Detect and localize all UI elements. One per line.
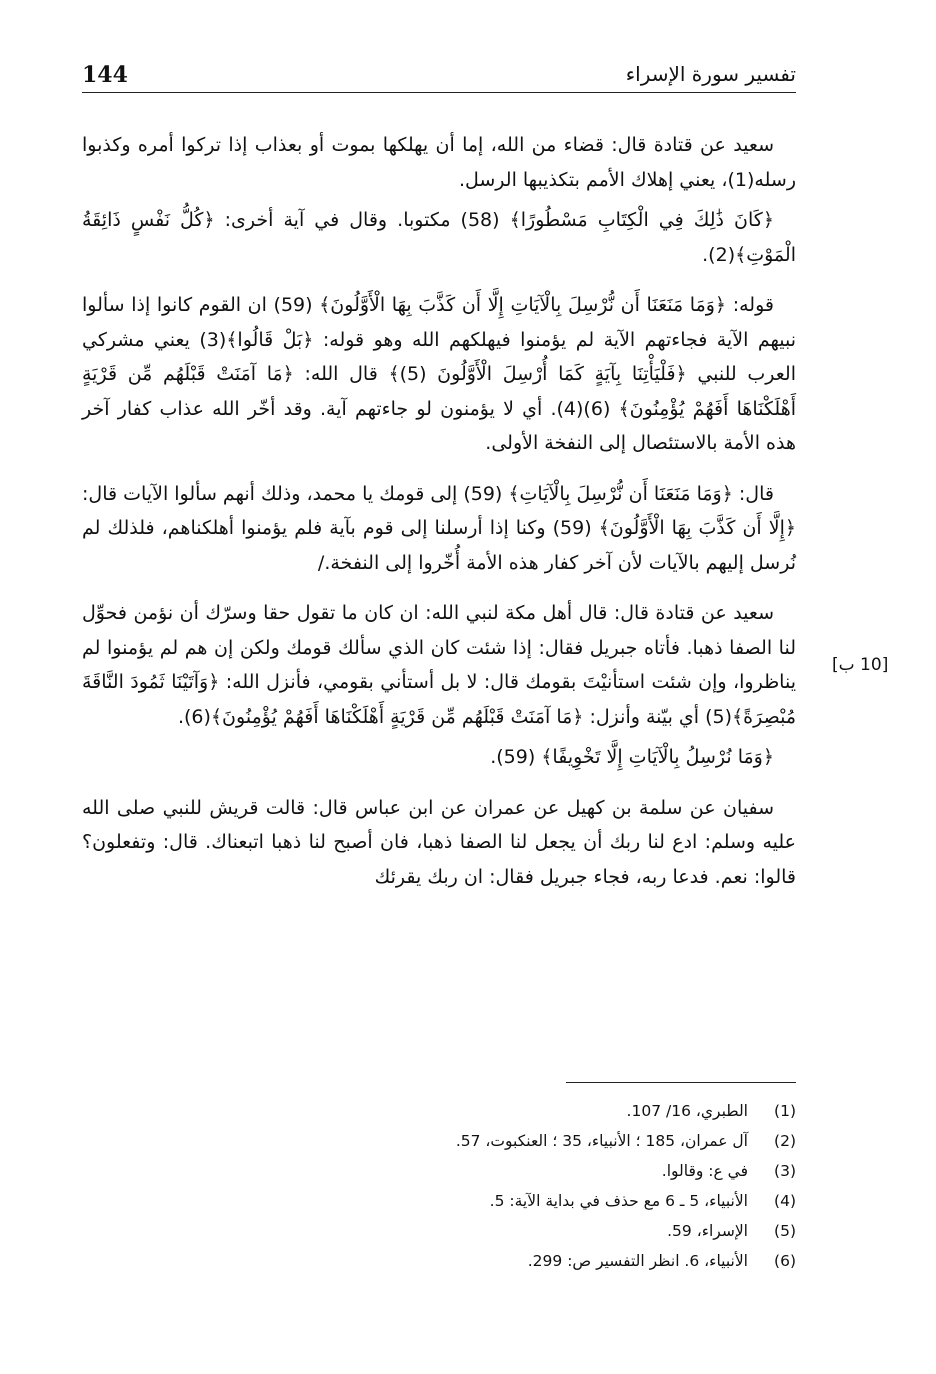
paragraph-5: سعيد عن قتادة قال: قال أهل مكة لنبي الله: ان كان ما تقول حقا وسرّك أن نؤمن فحوِّل لنا الصفا ذهبا. فأتاه جبريل فقال: إذا شئت كان الذي سألك قومك ولكن إن هم لم يؤمنوا لم يناظروا، وإن شئت استأنيْتَ بقومك قال: لا بل أستأني بقومي، فأنزل الله: ﴿وَآتَيْنَا ثَمُودَ النَّاقَةَ مُبْصِرَةً﴾(5) أي بيّنة وأنزل: ﴿مَا آمَنَتْ قَبْلَهُم مِّن قَرْيَةٍ أَهْلَكْنَاهَا أَفَهُمْ يُؤْمِنُونَ﴾(6). (82, 602, 796, 728)
paragraph-1: سعيد عن قتادة قال: قضاء من الله، إما أن يهلكها بموت أو بعذاب إذا تركوا أمره وكذبوا رسله(1)، يعني إهلاك الأمم بتكذيبها الرسل. (82, 134, 796, 191)
footnote-number: (2) (774, 1132, 796, 1150)
paragraph-2: ﴿كَانَ ذَٰلِكَ فِي الْكِتَابِ مَسْطُورًا﴾ (58) مكتوبا. وقال في آية أخرى: ﴿كُلُّ نَفْسٍ ذَائِقَةُ الْمَوْتِ﴾(2). (82, 209, 796, 266)
footnote-item (82, 1096, 796, 1126)
manuscript-folio-note: [10 ب] (832, 655, 889, 675)
footnote-item (82, 1216, 796, 1246)
footnote-item (82, 1186, 796, 1216)
page-number: 144 (82, 62, 128, 88)
paragraph-7: سفيان عن سلمة بن كهيل عن عمران عن ابن عباس قال: قالت قريش للنبي صلى الله عليه وسلم: ادع لنا ربك أن يجعل لنا الصفا ذهبا، فان أصبح لنا ذهبا اتبعناك. قال: وتفعلون؟ قالوا: نعم. فدعا ربه، فجاء جبريل فقال: ان ربك يقرئك (82, 796, 796, 888)
footnote-text: الأنبياء، 6. انظر التفسير ص: 299. (527, 1252, 748, 1270)
paragraph-6: ﴿وَمَا نُرْسِلُ بِالْآيَاتِ إِلَّا تَخْوِيفًا﴾ (59). (490, 746, 774, 768)
footnote-number: (5) (774, 1222, 796, 1240)
footnote-number: (1) (774, 1102, 796, 1120)
paragraph-3: قوله: ﴿وَمَا مَنَعَنَا أَن نُّرْسِلَ بِالْآيَاتِ إِلَّا أَن كَذَّبَ بِهَا الْأَوَّلُونَ﴾ (59) ان القوم كانوا إذا سألوا نبيهم الآية فجاءتهم الآية لم يؤمنوا فيهلكهم الله وهو قوله: ﴿بَلْ قَالُوا﴾(3) يعني مشركي العرب للنبي ﴿فَلْيَأْتِنَا بِآيَةٍ كَمَا أُرْسِلَ الْأَوَّلُونَ (5)﴾ قال الله: ﴿مَا آمَنَتْ قَبْلَهُم مِّن قَرْيَةٍ أَهْلَكْنَاهَا أَفَهُمْ يُؤْمِنُونَ﴾ (6)(4). أي لا يؤمنون لو جاءتهم آية. وقد أخّر الله عذاب كفار آخر هذه الأمة بالاستئصال إلى النفخة الأولى. (82, 294, 797, 454)
footnote-item (82, 1156, 796, 1186)
footnote-text: الأنبياء، 5 ـ 6 مع حذف في بداية الآية: 5. (489, 1192, 748, 1210)
footnote-number: (6) (774, 1252, 796, 1270)
paragraph-4: قال: ﴿وَمَا مَنَعَنَا أَن نُّرْسِلَ بِالْآيَاتِ﴾ (59) إلى قومك يا محمد، وذلك أنهم سألوا الآيات قال: ﴿إِلَّا أَن كَذَّبَ بِهَا الْأَوَّلُونَ﴾ (59) وكنا إذا أرسلنا إلى قوم بآية فلم يؤمنوا أهلكناهم، فلذلك لم نُرسل إليهم بالآيات لأن آخر كفار هذه الأمة أُخّروا إلى النفخة./ (82, 482, 796, 574)
footnote-item (82, 1246, 796, 1276)
running-title: تفسير سورة الإسراء (625, 62, 796, 86)
footnote-number: (3) (774, 1162, 796, 1180)
footnote-text: الطبري، 16/ 107. (626, 1102, 748, 1120)
main-text (82, 128, 796, 910)
footnote-number: (4) (774, 1192, 796, 1210)
footnote-text: الإسراء، 59. (667, 1222, 748, 1240)
footnote-separator (566, 1082, 796, 1083)
footnote-text: آل عمران، 185 ؛ الأنبياء، 35 ؛ العنكبوت، 57. (455, 1132, 748, 1150)
footnotes (82, 1096, 796, 1276)
footnote-text: في ع: وقالوا. (661, 1162, 748, 1180)
footnote-item (82, 1126, 796, 1156)
page-header (82, 60, 796, 93)
